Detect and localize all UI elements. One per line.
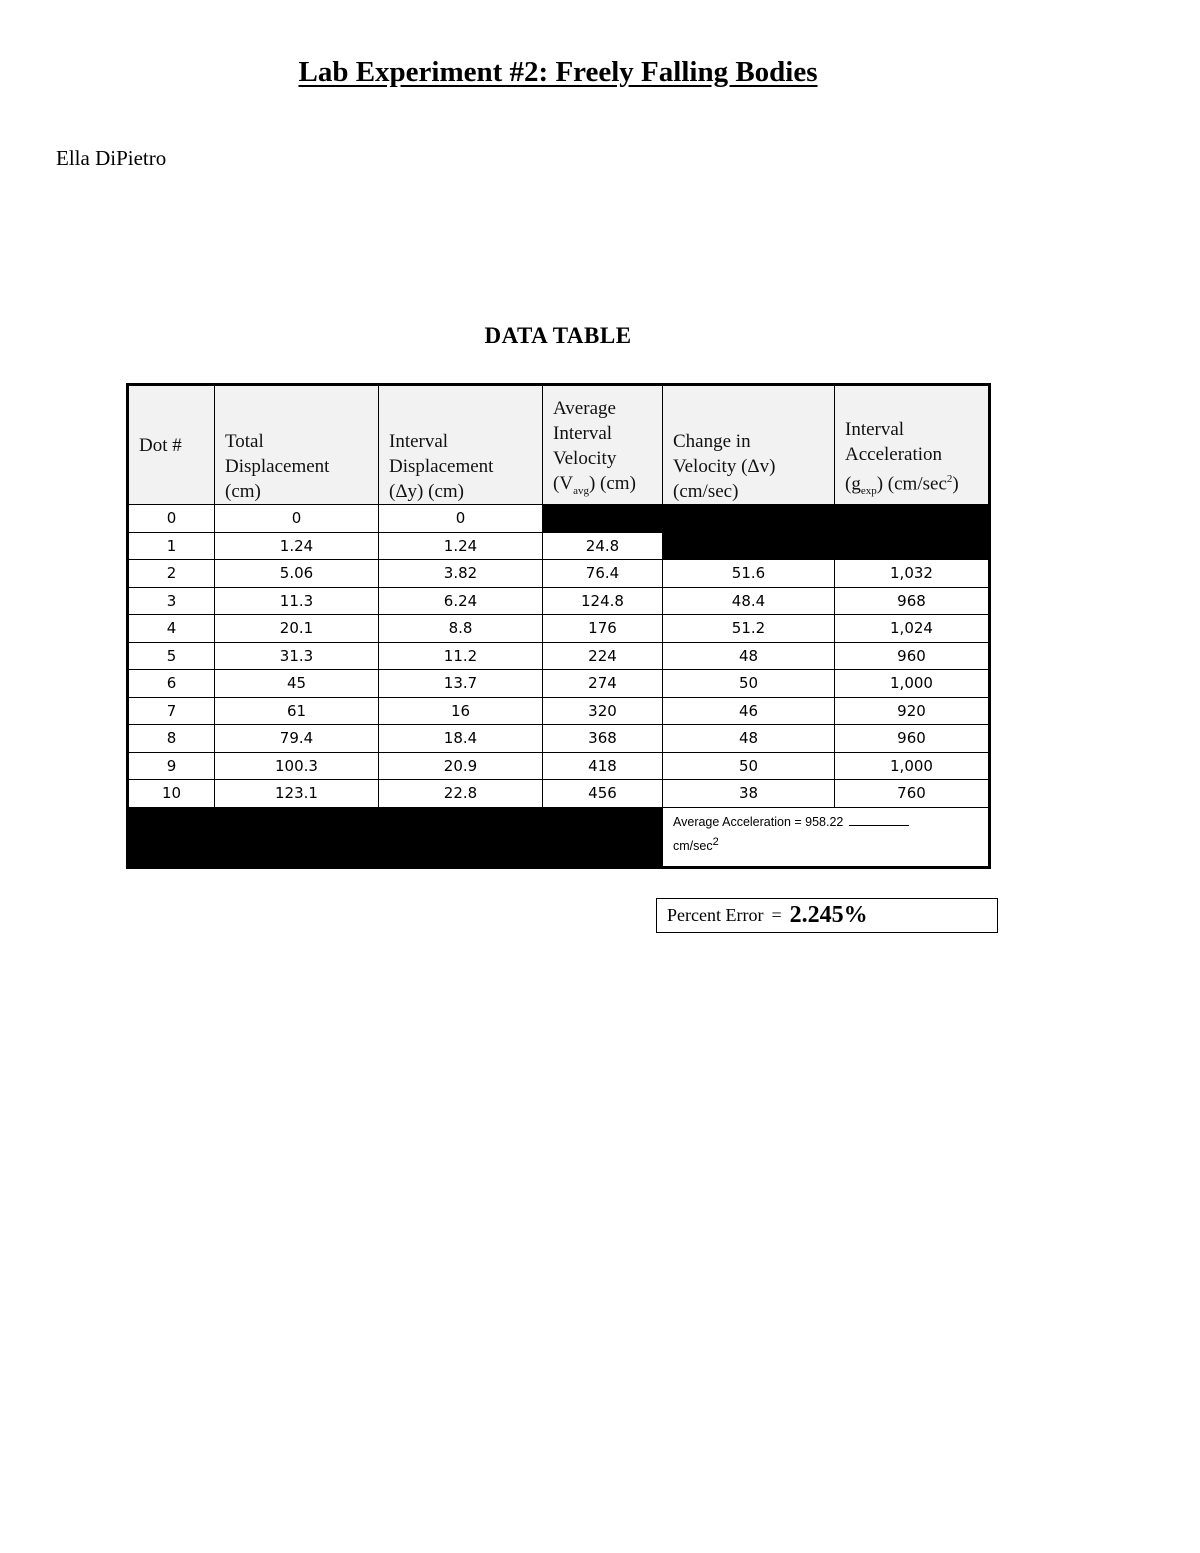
header-average-interval-velocity: Average Interval Velocity $(V_{avg})$ (cm) [543,385,663,505]
table-row [128,725,990,753]
blank-line [849,815,909,826]
blacked-out-cell [663,532,835,560]
table-row [128,560,990,588]
table-row [128,615,990,643]
table-row [128,752,990,780]
table-row [128,697,990,725]
cell-interval-acceleration: 968 [835,587,990,615]
cell-dot: 7 [128,697,215,725]
document-title: Lab Experiment #2: Freely Falling Bodies [298,56,818,88]
blacked-out-cell [835,532,990,560]
table-row [128,587,990,615]
cell-interval-displacement: 8.8 [379,615,543,643]
cell-dot: 4 [128,615,215,643]
cell-total-displacement: 31.3 [215,642,379,670]
cell-total-displacement: 20.1 [215,615,379,643]
cell-change-in-velocity: 50 [663,670,835,698]
cell-interval-displacement: 13.7 [379,670,543,698]
cell-average-velocity: 368 [543,725,663,753]
table-row [128,505,990,533]
cell-interval-acceleration: 920 [835,697,990,725]
cell-total-displacement: 100.3 [215,752,379,780]
cell-dot: 10 [128,780,215,808]
percent-error-value: 2.245% [789,902,868,928]
cell-total-displacement: 61 [215,697,379,725]
cell-interval-displacement: 6.24 [379,587,543,615]
cell-interval-acceleration: 1,000 [835,670,990,698]
average-acceleration-cell: Average Acceleration = 958.22 $cm/\sec^2$ [663,807,990,867]
cell-total-displacement: 123.1 [215,780,379,808]
cell-change-in-velocity: 48.4 [663,587,835,615]
cell-average-velocity: 456 [543,780,663,808]
cell-average-velocity: 274 [543,670,663,698]
cell-dot: 6 [128,670,215,698]
header-interval-displacement: Interval Displacement (Δy) (cm) [379,385,543,505]
cell-dot: 0 [128,505,215,533]
cell-interval-displacement: 22.8 [379,780,543,808]
cell-interval-acceleration: 1,024 [835,615,990,643]
table-header-row [128,385,990,505]
cell-total-displacement: 1.24 [215,532,379,560]
cell-change-in-velocity: 48 [663,725,835,753]
cell-dot: 3 [128,587,215,615]
cell-dot: 8 [128,725,215,753]
cell-total-displacement: 79.4 [215,725,379,753]
data-table [126,383,991,869]
table-row [128,780,990,808]
cell-interval-displacement: 1.24 [379,532,543,560]
cell-change-in-velocity: 38 [663,780,835,808]
cell-dot: 5 [128,642,215,670]
average-row [128,807,990,867]
cell-average-velocity: 76.4 [543,560,663,588]
percent-error-equals: = [771,905,782,925]
cell-dot: 2 [128,560,215,588]
cell-dot: 1 [128,532,215,560]
cell-interval-displacement: 11.2 [379,642,543,670]
cell-total-displacement: 5.06 [215,560,379,588]
cell-change-in-velocity: 51.2 [663,615,835,643]
cell-average-velocity: 124.8 [543,587,663,615]
cell-interval-displacement: 16 [379,697,543,725]
cell-average-velocity: 418 [543,752,663,780]
header-change-in-velocity: Change in Velocity (Δv) (cm/sec) [663,385,835,505]
cell-average-velocity: 224 [543,642,663,670]
cell-change-in-velocity: 46 [663,697,835,725]
cell-total-displacement: 0 [215,505,379,533]
cell-interval-acceleration: 1,032 [835,560,990,588]
cell-change-in-velocity: 48 [663,642,835,670]
table-row [128,642,990,670]
cell-dot: 9 [128,752,215,780]
percent-error-box [656,898,998,933]
author-name: Ella DiPietro [56,146,167,170]
cell-total-displacement: 45 [215,670,379,698]
cell-average-velocity: 320 [543,697,663,725]
cell-interval-acceleration: 960 [835,642,990,670]
cell-change-in-velocity: 51.6 [663,560,835,588]
cell-total-displacement: 11.3 [215,587,379,615]
cell-average-velocity: 24.8 [543,532,663,560]
blacked-out-cell [663,505,835,533]
cell-interval-acceleration: 760 [835,780,990,808]
table-row [128,670,990,698]
cell-average-velocity: 176 [543,615,663,643]
cell-interval-acceleration: 960 [835,725,990,753]
cell-change-in-velocity: 50 [663,752,835,780]
blacked-out-cell [128,807,663,867]
percent-error-label: Percent Error [667,905,764,925]
table-title: DATA TABLE [484,323,632,348]
header-dot-number: Dot # [128,385,215,505]
blacked-out-cell [543,505,663,533]
cell-interval-displacement: 0 [379,505,543,533]
header-total-displacement: Total Displacement (cm) [215,385,379,505]
cell-interval-displacement: 18.4 [379,725,543,753]
table-row [128,532,990,560]
cell-interval-acceleration: 1,000 [835,752,990,780]
blacked-out-cell [835,505,990,533]
cell-interval-displacement: 3.82 [379,560,543,588]
cell-interval-displacement: 20.9 [379,752,543,780]
header-interval-acceleration: Interval Acceleration $(g_{exp})$ $(cm/\sec^2)$ [835,385,990,505]
